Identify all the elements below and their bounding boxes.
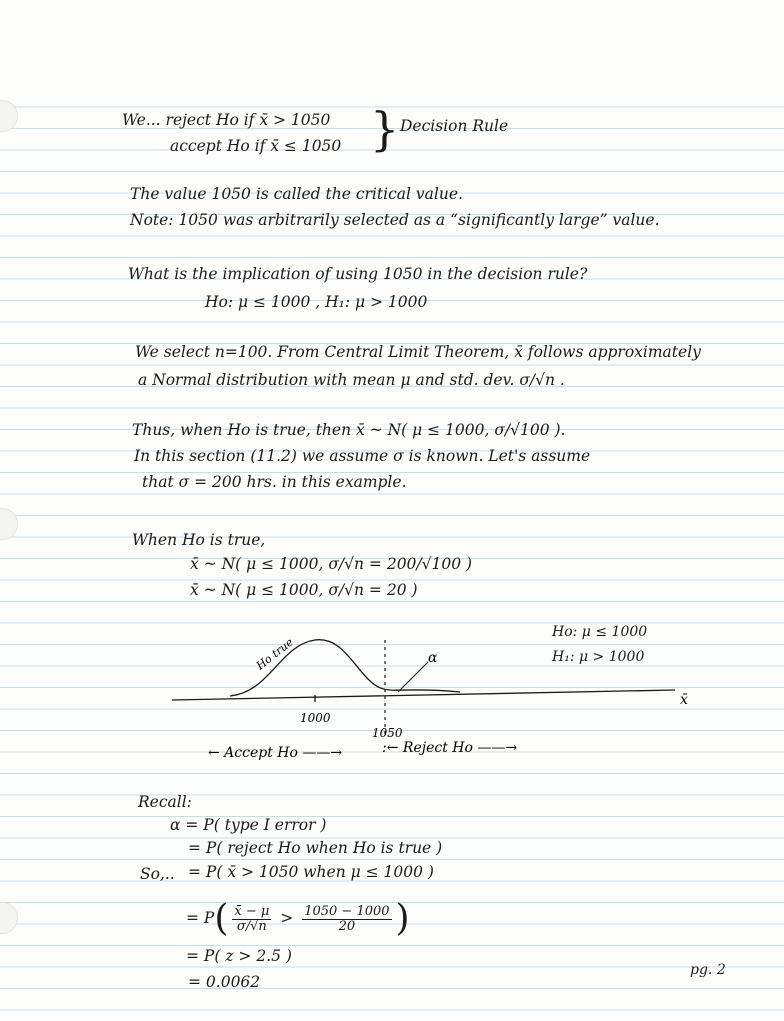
accept-rule: accept Ho if x̄ ≤ 1050 (170, 137, 342, 155)
reject-region-label: :← Reject Ho ——→ (382, 740, 518, 756)
when-true-heading: When Ho is true, (132, 531, 266, 549)
recall-line-1: α = P( type I error ) (170, 816, 327, 834)
binder-hole-top (0, 100, 18, 132)
page-top-margin (0, 0, 784, 86)
accept-region-label: ← Accept Ho ——→ (208, 745, 343, 761)
arbitrary-note: Note: 1050 was arbitrarily selected as a “significantly large” value. (130, 211, 660, 229)
hypotheses: Ho: μ ≤ 1000 , H₁: μ > 1000 (205, 293, 428, 311)
thus-line-2: In this section (11.2) we assume σ is known. Let's assume (134, 447, 591, 465)
binder-hole-middle (0, 508, 18, 540)
distribution-eq-1: x̄ ~ N( μ ≤ 1000, σ/√n = 200/√100 ) (190, 555, 473, 573)
curve-label: Ho true (253, 635, 296, 673)
alpha-pointer (398, 662, 428, 692)
standardize-line: = P( $\frac{x̄ - \mu}{\sigma/√n}$ > $\frac{1050 - 1000}{20}$ ) (186, 898, 410, 939)
normal-curve-graph (160, 600, 700, 770)
recall-line-6: = 0.0062 (188, 973, 261, 991)
critical-value-text: The value 1050 is called the critical value. (130, 185, 463, 203)
z-fraction-right (302, 905, 391, 934)
binder-hole-bottom (0, 902, 18, 934)
decision-brace: } (370, 102, 400, 156)
tick-1050-label: 1050 (372, 726, 403, 740)
recall-line-2: = P( reject Ho when Ho is true ) (188, 839, 443, 857)
recall-heading: Recall: (138, 793, 192, 811)
standardize-prefix: = P (186, 909, 215, 927)
thus-line-1: Thus, when Ho is true, then x̄ ~ N( μ ≤ 1000, σ/√100 ). (132, 421, 566, 439)
right-denominator: 20 (338, 918, 356, 934)
tick-1000-label: 1000 (300, 711, 331, 725)
clt-line-2: a Normal distribution with mean μ and std. dev. σ/√n . (138, 371, 565, 389)
reject-rule: We... reject Ho if x̄ > 1050 (122, 111, 331, 129)
z-fraction-left (232, 905, 271, 934)
implication-question: What is the implication of using 1050 in the decision rule? (128, 265, 588, 283)
right-numerator: 1050 − 1000 (304, 903, 390, 919)
axis-label: x̄ (680, 692, 688, 708)
greater-than: > (280, 909, 294, 927)
graph-h1: H₁: μ > 1000 (552, 649, 645, 665)
recall-line-5: = P( z > 2.5 ) (186, 947, 292, 965)
distribution-eq-2: x̄ ~ N( μ ≤ 1000, σ/√n = 20 ) (190, 581, 418, 599)
decision-rule-label: Decision Rule (400, 117, 509, 135)
so-label: So,.. (140, 865, 175, 883)
recall-line-3: = P( x̄ > 1050 when μ ≤ 1000 ) (188, 863, 434, 881)
alpha-label: α (428, 650, 438, 666)
left-numerator: x̄ − μ (234, 903, 270, 919)
left-denominator: σ/√n (236, 918, 267, 934)
graph-h0: Ho: μ ≤ 1000 (552, 624, 648, 640)
thus-line-3: that σ = 200 hrs. in this example. (142, 473, 407, 491)
page-number: pg. 2 (690, 962, 726, 978)
clt-line-1: We select n=100. From Central Limit Theorem, x̄ follows approximately (135, 343, 701, 361)
